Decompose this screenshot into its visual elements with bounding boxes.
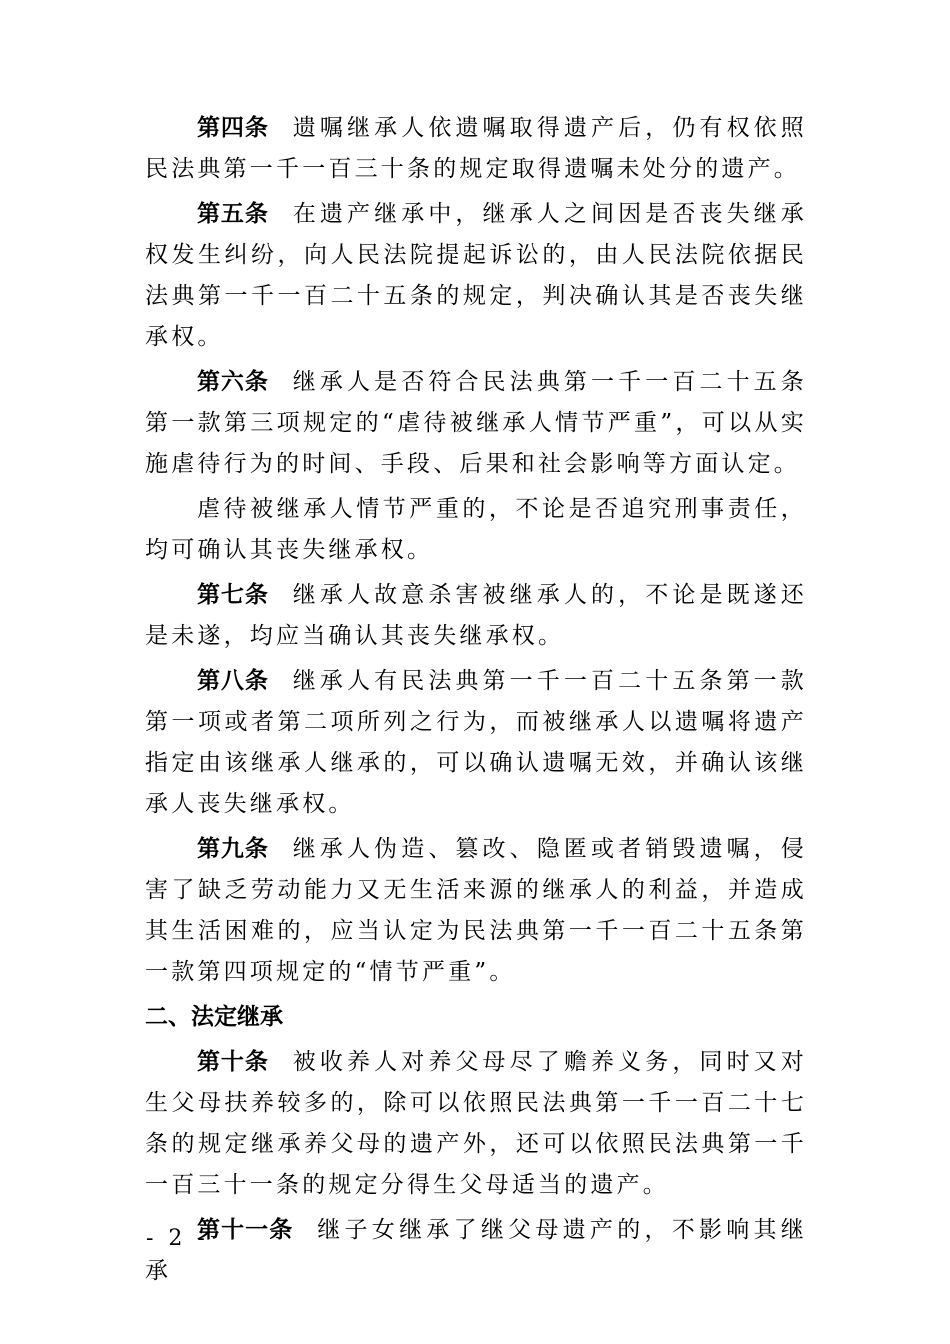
article-heading: 第七条 xyxy=(197,582,269,608)
article-heading: 第十一条 xyxy=(197,1217,294,1243)
document-page xyxy=(145,108,807,1296)
section-title: 二、法定继承 xyxy=(145,1004,283,1030)
page-number: - 2 - xyxy=(146,1226,209,1251)
article-text: 虐待被继承人情节严重的，不论是否追究刑事责任，均可确认其丧失继承权。 xyxy=(145,496,807,563)
article-10 xyxy=(145,1042,807,1206)
article-heading: 第六条 xyxy=(197,369,269,395)
article-9 xyxy=(145,829,807,993)
article-11 xyxy=(145,1210,807,1292)
article-heading: 第八条 xyxy=(197,668,269,694)
article-text: 在遗产继承中，继承人之间因是否丧失继承权发生纠纷，向人民法院提起诉讼的，由人民法院依据民法典第一千一百二十五条的规定，判决确认其是否丧失继承权。 xyxy=(145,201,807,350)
article-7 xyxy=(145,575,807,657)
article-text: 被收养人对养父母尽了赡养义务，同时又对生父母扶养较多的，除可以依照民法典第一千一百二十七条的规定继承养父母的遗产外，还可以依照民法典第一千一百三十一条的规定分得生父母适当的遗产。 xyxy=(145,1049,807,1198)
article-8 xyxy=(145,661,807,825)
article-6 xyxy=(145,362,807,485)
article-heading: 第十条 xyxy=(197,1049,269,1075)
article-6-paragraph-2 xyxy=(145,489,807,571)
article-heading: 第五条 xyxy=(197,201,269,227)
article-heading: 第九条 xyxy=(197,836,269,862)
article-text: 继子女继承了继父母遗产的，不影响其继承 xyxy=(145,1217,807,1284)
article-text: 遗嘱继承人依遗嘱取得遗产后，仍有权依照民法典第一千一百三十条的规定取得遗嘱未处分的遗产。 xyxy=(145,115,807,182)
article-text: 继承人故意杀害被继承人的，不论是既遂还是未遂，均应当确认其丧失继承权。 xyxy=(145,582,807,649)
article-4 xyxy=(145,108,807,190)
article-text: 继承人有民法典第一千一百二十五条第一款第一项或者第二项所列之行为，而被继承人以遗嘱将遗产指定由该继承人继承的，可以确认遗嘱无效，并确认该继承人丧失继承权。 xyxy=(145,668,807,817)
article-text: 继承人伪造、篡改、隐匿或者销毁遗嘱，侵害了缺乏劳动能力又无生活来源的继承人的利益，并造成其生活困难的，应当认定为民法典第一千一百二十五条第一款第四项规定的“情节严重”。 xyxy=(145,836,807,985)
article-text: 继承人是否符合民法典第一千一百二十五条第一款第三项规定的“虐待被继承人情节严重”，可以从实施虐待行为的时间、手段、后果和社会影响等方面认定。 xyxy=(145,369,807,477)
article-5 xyxy=(145,194,807,358)
article-heading: 第四条 xyxy=(197,115,269,141)
